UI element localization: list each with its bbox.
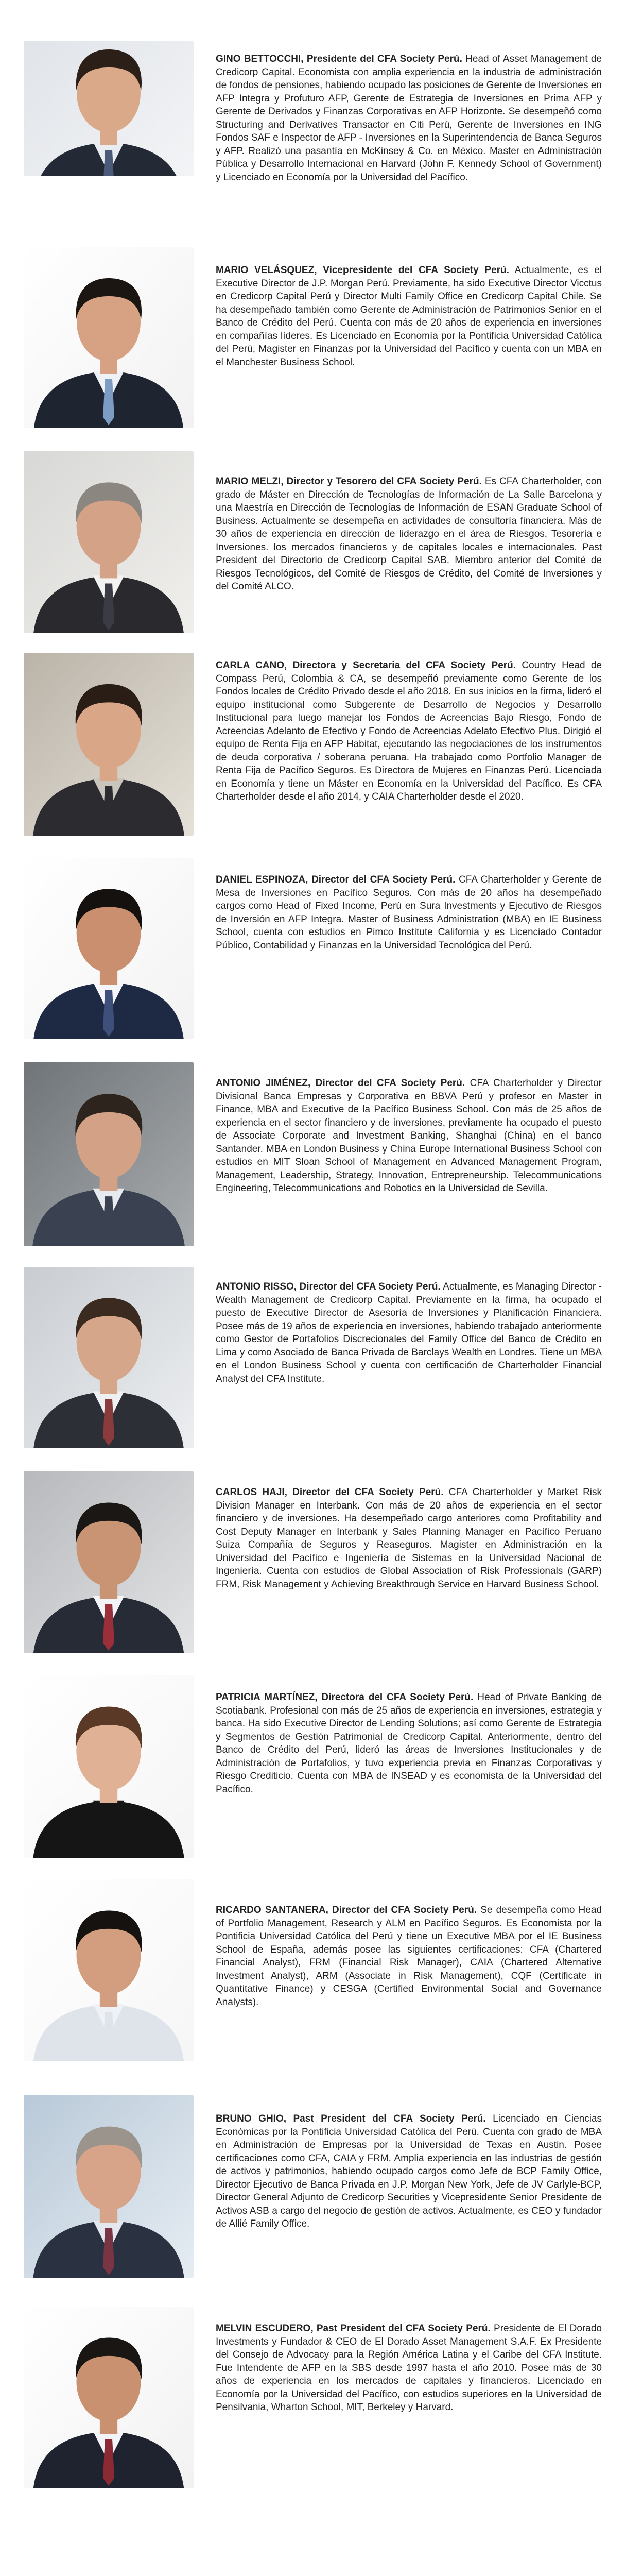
member-photo: [24, 2307, 194, 2488]
member-bio-block: [216, 1691, 602, 1796]
member-name: CARLOS HAJI, Director del CFA Society Perú.: [216, 1487, 444, 1498]
member-name: BRUNO GHIO, Past President del CFA Society Perú.: [216, 2113, 486, 2124]
portrait-photo-icon: [24, 41, 194, 176]
member-bio-block: [216, 2112, 602, 2231]
portrait-photo-icon: [24, 1062, 194, 1246]
portrait-photo-icon: [24, 1879, 194, 2061]
member-bio-block: [216, 659, 602, 804]
member-name: MARIO MELZI, Director y Tesorero del CFA Society Perú.: [216, 476, 482, 487]
member-bio-block: [216, 1077, 602, 1195]
portrait-photo-icon: [24, 2095, 194, 2278]
member-photo: [24, 858, 194, 1039]
member-bio-block: [216, 475, 602, 594]
member-name: GINO BETTOCCHI, Presidente del CFA Society Perú.: [216, 54, 462, 64]
member-name: PATRICIA MARTÍNEZ, Directora del CFA Society Perú.: [216, 1692, 474, 1703]
member-bio: CFA Charterholder y Market Risk Division Manager en Interbank. Con más de 20 años de experiencia en el sector financiero y de inversiones. Ha desempeñado cargo anteriores como Profitability and Cost Deputy Manager en Interbank y Sales Planning Manager en Pacífico Peruano Suiza Compañía de Seguros y Reaseguros. Magister en Administración en la Universidad del Pacífico e Ingeniería de Sistemas en la Universidad Nacional de Ingeniería. Cuenta con estudios de Global Association of Risk Professionals (GARP) FRM, Risk Management y Achieving Breakthrough Service en Harvard Business School.: [216, 1487, 602, 1590]
member-bio: Es CFA Charterholder, con grado de Máster en Dirección de Tecnologías de Información de La Salle Barcelona y una Maestría en Dirección de Tecnologías de Información de ESAN Graduate School of Business. Actualmente se desempeña en actividades de consultoría financiera. Más de 30 años de experiencia en dirección de liderazgo en el área de Riesgos, Tesorería e Inversiones. los mercados financieros y de capitales locales e internacionales. Past President del Directorio de Credicorp Capital SAB. Miembro anterior del Comité de Riesgos Tecnológicos, del Comité de Riesgos de Crédito, del Comité de Inversiones y del Comité ALCO.: [216, 476, 602, 592]
member-bio-block: [216, 1486, 602, 1591]
member-photo: [24, 451, 194, 633]
member-bio: CFA Charterholder y Gerente de Mesa de Inversiones en Pacífico Seguros. Con más de 20 años ha desempeñado cargos como Head of Fixed Income, Perú en Sura Investments y Ejecutivo de Riesgos de Inversión en AFP Integra. Master of Business Administration (MBA) en IE Business School, cuenta con estudios en Pimco Institute California y es Licenciado Contador Público, Contabilidad y Finanzas en la Universidad Tecnológica del Perú.: [216, 874, 602, 951]
member-photo: [24, 2095, 194, 2278]
member-bio-block: [216, 264, 602, 369]
portrait-photo-icon: [24, 247, 194, 428]
member-bio: Head of Private Banking de Scotiabank. Profesional con más de 25 años de experiencia en inversiones, estrategia y banca. Ha sido Executive Director de Lending Solutions; así como Gerente de Estrategia y Segmentos de Gestión Patrimonial de Credicorp Capital. Anteriormente, dentro del Banco de Crédito del Perú, lideró las áreas de Inversiones Institucionales y de Administración de Portafolios, y tuvo experiencia previa en Finanzas Corporativas y Riesgo Crediticio. Cuenta con MBA de INSEAD y es economista de la Universidad del Pacífico.: [216, 1692, 602, 1795]
member-photo: [24, 1675, 194, 1858]
portrait-photo-icon: [24, 1675, 194, 1858]
portrait-photo-icon: [24, 653, 194, 836]
member-bio: CFA Charterholder y Director Divisional Banca Empresas y Corporativa en BBVA Perú y profesor en Master in Finance, MBA and Executive de la Pacífico Business School. Con más de 25 años de experiencia en el sector financiero y de inversiones, previamente ha ocupado el puesto de Associate Corporate and Investment Banking, Shanghai (China) en el banco Santander. MBA en London Business y China Europe International Business School con estudios en MIT Sloan School of Management en Advanced Management Program, Management, Leadership, Strategy, Innovation, Entrepreneurship. Telecommunications Engineering, Telecommunications and Robotics en la Universidad de Sevilla.: [216, 1078, 602, 1194]
member-photo: [24, 247, 194, 428]
member-name: DANIEL ESPINOZA, Director del CFA Society Perú.: [216, 874, 456, 885]
member-bio: Presidente de El Dorado Investments y Fundador & CEO de El Dorado Asset Management S.A.F. Ex Presidente del Consejo de Advocacy para la Región América Latina y el Caribe del CFA Institute. Fue Intendente de AFP en la SBS desde 1997 hasta el año 2010. Posee más de 30 años de experiencia en los mercados de capitales y financieros. Licenciado en Economía por la Universidad del Pacífico, con estudios superiores en la Universidad de Pensilvania, Wharton School, MIT, Berkeley y Harvard.: [216, 2323, 602, 2413]
member-bio-block: [216, 2322, 602, 2414]
member-bio: Country Head de Compass Perú, Colombia & CA, se desempeñó previamente como Gerente de los Fondos locales de Crédito Privado desde el año 2018. En sus inicios en la firma, lideró el equipo institucional como Subgerente de Desarrollo de Negocios y Desarrollo Institucional para luego manejar los Fondos de Acreencias Bajo Riesgo, Fondo de Acreencias Adelanto de Efectivo y Fondo de Acreencias Adelato Efectivo Plus. Dirigió el equipo de Renta Fija en AFP Habitat, ejecutando las negociaciones de los instrumentos de deuda corporativa / soberana peruana. Ha trabajado como Portfolio Manager de Renta Fija de Pacífico Seguros. Es Directora de Mujeres en Finanzas Perú. Licenciada en Economía y tiene un Máster en Economía en la Universidad del Pacífico. Es CFA Charterholder desde el año 2014, y CAIA Charterholder desde el 2020.: [216, 660, 602, 802]
portrait-photo-icon: [24, 2307, 194, 2488]
member-name: MELVIN ESCUDERO, Past President del CFA Society Perú.: [216, 2323, 491, 2334]
member-name: RICARDO SANTANERA, Director del CFA Society Perú.: [216, 1905, 477, 1916]
member-bio-block: [216, 53, 602, 184]
member-bio-block: [216, 873, 602, 952]
member-bio: Head of Asset Management de Credicorp Capital. Economista con amplia experiencia en la industria de administración de fondos de pensiones, habiendo ocupado las posiciones de Gerente de Inversiones en AFP Integra y Profuturo AFP, Gerente de Estrategia de Inversiones en Prima AFP y Gerente de Derivados y Finanzas Corporativas en AFP Horizonte. Se desempeñó como Structuring and Derivatives Transactor en Citi Perú, Gerente de Inversiones en ING Fondos SAF e Inspector de AFP - Inversiones en la Superintendencia de Banca Seguros y AFP. Realizó una pasantía en McKinsey & Co. en México. Master en Administración Pública y Desarrollo Internacional en Harvard (John F. Kennedy School of Government) y Licenciado en Economía por la Universidad del Pacífico.: [216, 54, 602, 183]
member-bio: Actualmente, es el Executive Director de J.P. Morgan Perú. Previamente, ha sido Executive Director Vicctus en Credicorp Capital Perú y Director Multi Family Office en Credicorp Capital Chile. Se ha desempeñado también como Gerente de Administración de Patrimonios Senior en el Banco de Crédito del Perú. Cuenta con más de 20 años de experiencia en inversiones en compañías líderes. Es Licenciado en Economía por la Pontificia Universidad Católica del Perú, Magister en Finanzas por la Universidad del Pacífico y cuenta con un MBA en el Manchester Business School.: [216, 265, 602, 368]
member-name: MARIO VELÁSQUEZ, Vicepresidente del CFA Society Perú.: [216, 265, 509, 276]
member-name: CARLA CANO, Directora y Secretaria del CFA Society Perú.: [216, 660, 516, 671]
portrait-photo-icon: [24, 1267, 194, 1448]
member-bio: Actualmente, es Managing Director - Wealth Management de Credicorp Capital. Previamente en la firma, ha ocupado el puesto de Executive Director de Asesoría de Inversiones y Planificación Financiera. Posee más de 19 años de experiencia en inversiones, habiendo trabajado anteriormente como Gestor de Portafolios Discrecionales del Family Office del Banco de Crédito en Lima y como Asociado de Banca Privada de Barclays Wealth en Londres. Tiene un MBA en el London Business School y cuenta con certificación de Charterholder Financial Analyst del CFA Institute.: [216, 1281, 602, 1384]
member-photo: [24, 1062, 194, 1246]
portrait-photo-icon: [24, 1471, 194, 1653]
member-bio-block: [216, 1280, 602, 1385]
member-name: ANTONIO JIMÉNEZ, Director del CFA Society Perú.: [216, 1078, 465, 1089]
portrait-photo-icon: [24, 451, 194, 633]
member-photo: [24, 653, 194, 836]
member-photo: [24, 1267, 194, 1448]
member-photo: [24, 41, 194, 176]
member-bio: Se desempeña como Head of Portfolio Management, Research y ALM en Pacífico Seguros. Es Economista por la Pontificia Universidad Católica del Perú y tiene un Executive MBA por el IE Business School de España, además posee las siguientes certificaciones: CFA (Chartered Financial Analyst), FRM (Financial Risk Manager), CAIA (Chartered Alternative Investment Analyst), ARM (Associate in Risk Management), CQF (Certificate in Quantitative Finance) y CESGA (Certified Environmental Social and Governance Analysts).: [216, 1905, 602, 2008]
member-name: ANTONIO RISSO, Director del CFA Society Perú.: [216, 1281, 441, 1292]
member-photo: [24, 1879, 194, 2061]
member-photo: [24, 1471, 194, 1653]
member-bio: Licenciado en Ciencias Económicas por la Pontificia Universidad Católica del Perú. Cuenta con grado de MBA en Administración de Empresas por la Universidad de Texas en Austin. Posee certificaciones como CFA, CAIA y FRM. Amplia experiencia en las industrias de gestión de activos y patrimonios, habiendo ocupado cargos como Jefe de BCP Family Office, Director Ejecutivo de Banca Privada en J.P. Morgan New York, Jefe de JV Carlyle-BCP, Director General Adjunto de Credicorp Securities y Vicepresidente Senior Presidente de Activos ASB a cargo del negocio de gestión de activos. Actualmente, es CEO y fundador de Allié Family Office.: [216, 2113, 602, 2229]
member-bio-block: [216, 1904, 602, 2009]
portrait-photo-icon: [24, 858, 194, 1039]
